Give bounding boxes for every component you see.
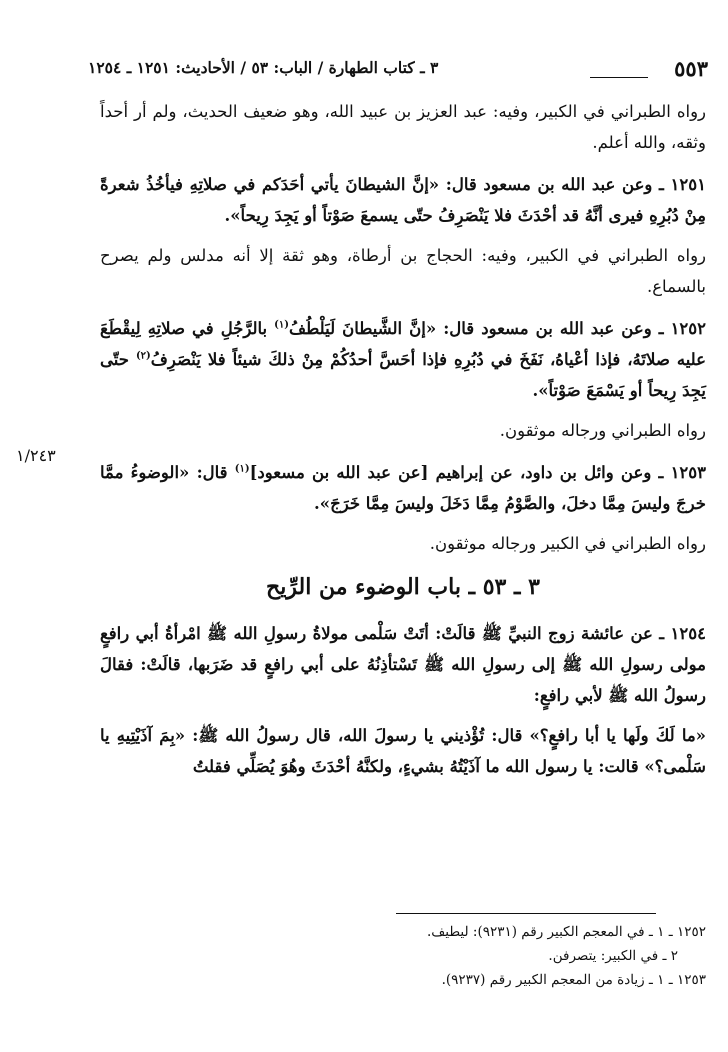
hadith-number: ١٢٥٣	[670, 463, 707, 482]
hadith-1254	[100, 618, 706, 711]
hadith-1254-continued	[100, 720, 706, 782]
running-header	[88, 56, 708, 86]
hadith-matn: «إنَّ الشيطانَ يأتي أحَدَكم في صلاتِهِ فيأخُذُ شعرةً مِنْ دُبُرِهِ فيرى أنَّهُ قد أحْدَثَ فلا يَنْصَرِفُ حتّى يسمعَ صَوْتاً أو يَجِدَ رِيحاً».	[100, 175, 706, 225]
hadith-1252	[100, 313, 706, 406]
footnote-marker: (٢)	[135, 350, 151, 362]
hadith-isnad: ـ وعن عبد الله بن مسعود قال:	[436, 319, 671, 338]
header-title: ٣ ـ كتاب الطهارة / الباب: ٥٣ / الأحاديث: ١٢٥١ ـ ١٢٥٤	[88, 58, 439, 77]
takhrij-paragraph	[100, 528, 706, 559]
hadith-1253	[100, 457, 706, 519]
header-rule	[590, 77, 648, 78]
paragraph-text: رواه الطبراني في الكبير، وفيه: الحجاج بن أرطاة، وهو ثقة إلا أنه مدلس ولم يصرح بالسماع.	[100, 246, 706, 296]
hadith-isnad: ـ وعن عبد الله بن مسعود قال:	[439, 175, 671, 194]
footnote-marker: (١)	[274, 319, 290, 331]
page-number: ٥٥٣	[674, 56, 708, 81]
paragraph-text: رواه الطبراني ورجاله موثقون.	[499, 421, 706, 440]
footnotes	[100, 922, 706, 994]
takhrij-paragraph	[100, 96, 706, 158]
hadith-number: ١٢٥١	[670, 175, 706, 194]
hadith-isnad: قال:	[189, 463, 235, 482]
margin-volume-reference: ١/٢٤٣	[16, 446, 56, 465]
hadith-matn: بالرَّجُلِ في صلاتِهِ لِيقْطَعَ عليه صلاتَهُ، فإذا أعْياهُ، نَفَخَ في دُبُرِهِ فإذا أحَسَّ أحدُكُمْ مِنْ ذلكَ شيئاً فلا يَنْصَرِفُ	[100, 319, 706, 369]
paragraph-text: رواه الطبراني في الكبير ورجاله موثقون.	[429, 534, 706, 553]
paragraph-text: رواه الطبراني في الكبير، وفيه: عبد العزيز بن عبيد الله، وهو ضعيف الحديث، ولم أر أحداً وثقه، والله أعلم.	[100, 102, 706, 152]
hadith-isnad: ـ وعن وائل بن داود، عن إبراهيم [عن عبد الله بن مسعود]	[249, 463, 671, 482]
takhrij-paragraph	[100, 415, 706, 446]
hadith-number: ١٢٥٢	[670, 319, 707, 338]
hadith-matn: «الوضوءُ ممَّا خرجَ وليسَ مِمَّا دخلَ، والصَّوْمُ مِمَّا دَخَلَ وليسَ مِمَّا خَرَجَ».	[100, 463, 706, 513]
hadith-text: ـ عن عائشة زوج النبيِّ ﷺ قالَتْ: أتَتْ سَلْمى مولاةُ رسولِ الله ﷺ امْرأةُ أبي رافعٍ مولى رسولِ الله ﷺ إلى رسولِ الله ﷺ تَسْتأذِنُهُ على أبي رافعٍ قد ضَرَبها، قالَتْ: فقالَ رسولُ الله ﷺ لأبي رافعٍ:	[100, 624, 706, 705]
footnote: ١٢٥٣ ـ ١ ـ زيادة من المعجم الكبير رقم (٩٢٣٧).	[441, 972, 706, 988]
hadith-matn: حتّى يَجِدَ رِيحاً أو يَسْمَعَ صَوْتاً».	[100, 350, 706, 400]
footnote-marker: (١)	[234, 463, 250, 475]
footnote-separator	[396, 913, 656, 914]
takhrij-paragraph	[100, 240, 706, 302]
footnote: ١٢٥٢ ـ ١ ـ في المعجم الكبير رقم (٩٢٣١): ليطيف.	[427, 924, 706, 940]
hadith-1251	[100, 169, 706, 231]
hadith-matn: «إنَّ الشَّيطانَ لَيَلْطُفُ	[289, 319, 437, 338]
hadith-text: «ما لَكَ ولَها يا أبا رافعٍ؟» قال: تُؤْذيني يا رسولَ الله، قال رسولُ الله ﷺ: «بِمَ آذَيْتِيهِ يا سَلْمى؟» قالت: يا رسول الله ما آذَيْتُهُ بشيءٍ، ولكنَّهُ أحْدَثَ وهُوَ يُصَلِّي فقلتُ	[100, 726, 706, 776]
main-text	[100, 96, 706, 791]
chapter-heading: ٣ ـ ٥٣ ـ باب الوضوء من الرِّيح	[266, 574, 540, 600]
footnote: ٢ ـ في الكبير: يتصرفن.	[548, 948, 678, 964]
hadith-number: ١٢٥٤	[670, 624, 706, 643]
